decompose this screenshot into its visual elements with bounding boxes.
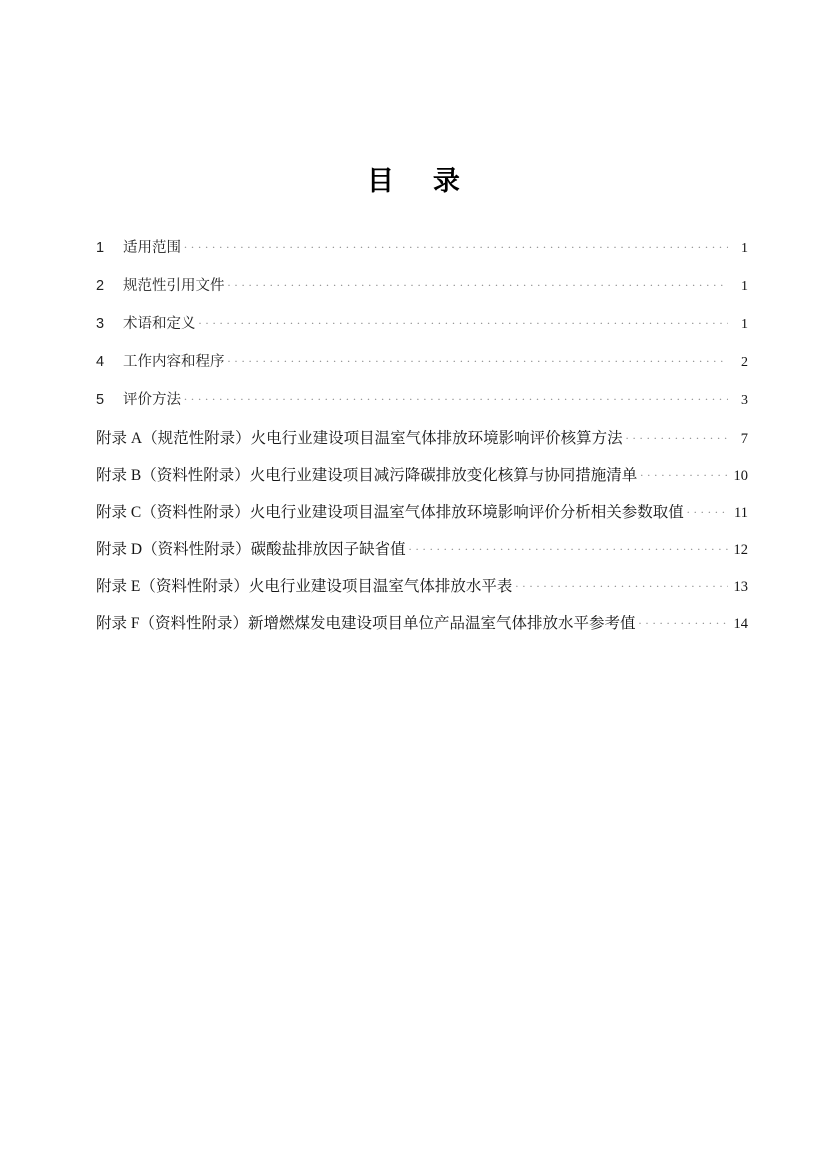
toc-entry-page-number: 14 bbox=[733, 616, 748, 632]
toc-entry-page-number: 11 bbox=[734, 505, 748, 521]
dot-leader bbox=[515, 576, 728, 592]
table-of-contents bbox=[96, 236, 748, 648]
toc-entry-page-number: 1 bbox=[741, 241, 748, 256]
toc-entry-page-number: 13 bbox=[733, 579, 748, 595]
toc-entry-annex-a[interactable] bbox=[96, 426, 748, 463]
toc-entry-number: 2 bbox=[96, 278, 105, 294]
toc-entry-clause-2[interactable] bbox=[96, 274, 748, 312]
toc-entry-clause-4[interactable] bbox=[96, 350, 748, 388]
toc-entry-page-number: 7 bbox=[740, 431, 748, 447]
toc-entry-label: 术语和定义 bbox=[123, 316, 196, 332]
toc-entry-annex-e[interactable] bbox=[96, 574, 748, 611]
toc-entry-label: 工作内容和程序 bbox=[123, 354, 225, 370]
toc-entry-label: 附录 E（资料性附录）火电行业建设项目温室气体排放水平表 bbox=[96, 578, 513, 595]
dot-leader bbox=[409, 539, 728, 555]
dot-leader bbox=[199, 314, 729, 329]
dot-leader bbox=[228, 276, 729, 291]
toc-entry-page-number: 1 bbox=[741, 279, 748, 294]
dot-leader bbox=[640, 465, 728, 481]
dot-leader bbox=[184, 390, 728, 405]
toc-entry-page-number: 2 bbox=[741, 355, 748, 370]
toc-entry-clause-3[interactable] bbox=[96, 312, 748, 350]
dot-leader bbox=[228, 352, 729, 367]
toc-entry-annex-c[interactable] bbox=[96, 500, 748, 537]
toc-entry-label: 附录 B（资料性附录）火电行业建设项目减污降碳排放变化核算与协同措施清单 bbox=[96, 467, 638, 484]
toc-entry-annex-d[interactable] bbox=[96, 537, 748, 574]
dot-leader bbox=[626, 428, 728, 444]
dot-leader bbox=[639, 613, 729, 629]
toc-entry-clause-5[interactable] bbox=[96, 388, 748, 426]
toc-entry-annex-b[interactable] bbox=[96, 463, 748, 500]
dot-leader bbox=[184, 238, 728, 253]
toc-entry-label: 适用范围 bbox=[123, 240, 181, 256]
toc-entry-label: 附录 F（资料性附录）新增燃煤发电建设项目单位产品温室气体排放水平参考值 bbox=[96, 615, 636, 632]
toc-entry-label: 规范性引用文件 bbox=[123, 278, 225, 294]
toc-entry-page-number: 10 bbox=[733, 468, 748, 484]
toc-entry-label: 附录 D（资料性附录）碳酸盐排放因子缺省值 bbox=[96, 541, 406, 558]
toc-entry-label: 附录 C（资料性附录）火电行业建设项目温室气体排放环境影响评价分析相关参数取值 bbox=[96, 504, 684, 521]
toc-entry-clause-1[interactable] bbox=[96, 236, 748, 274]
page-title: 目 录 bbox=[367, 166, 466, 196]
toc-entry-annex-f[interactable] bbox=[96, 611, 748, 648]
toc-entry-label: 评价方法 bbox=[123, 392, 181, 408]
toc-entry-label: 附录 A（规范性附录）火电行业建设项目温室气体排放环境影响评价核算方法 bbox=[96, 430, 623, 447]
dot-leader bbox=[687, 502, 728, 518]
toc-entry-page-number: 1 bbox=[741, 317, 748, 332]
toc-entry-page-number: 12 bbox=[733, 542, 748, 558]
toc-entry-page-number: 3 bbox=[741, 393, 748, 408]
toc-entry-number: 4 bbox=[96, 354, 105, 370]
toc-entry-number: 5 bbox=[96, 392, 105, 408]
toc-entry-number: 1 bbox=[96, 240, 105, 256]
toc-entry-number: 3 bbox=[96, 316, 105, 332]
